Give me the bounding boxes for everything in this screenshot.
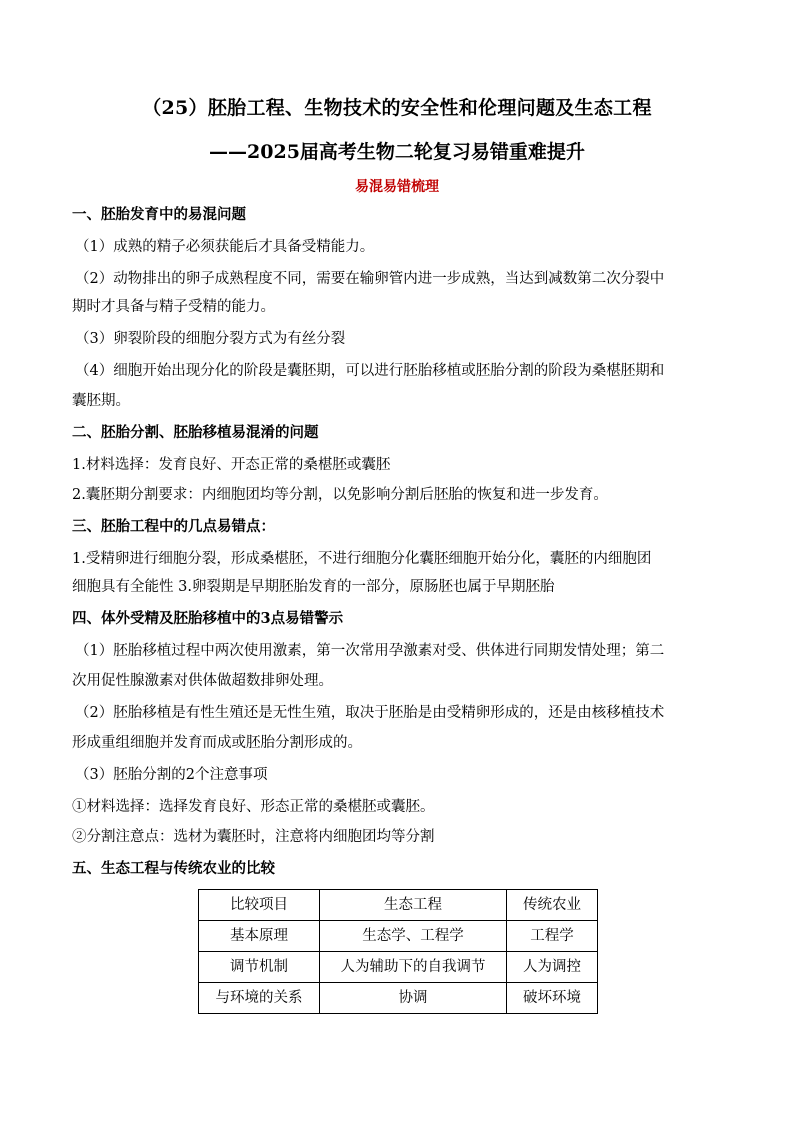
table-cell: 人为辅助下的自我调节 (320, 952, 507, 983)
document-title: （25）胚胎工程、生物技术的安全性和伦理问题及生态工程 (142, 97, 652, 119)
comparison-table (198, 889, 598, 1014)
section-label: 易混易错梳理 (355, 179, 439, 195)
body-text-line: （1）胚胎移植过程中两次使用激素，第一次常用孕激素对受、供体进行同期发情处理；第二 (75, 643, 665, 659)
document-subtitle: ——2025届高考生物二轮复习易错重难提升 (209, 141, 585, 163)
body-text-line: （3）卵裂阶段的细胞分裂方式为有丝分裂 (75, 331, 346, 347)
body-text-line: 细胞具有全能性 3.卵裂期是早期胚胎发育的一部分，原肠胚也属于早期胚胎 (72, 579, 555, 595)
body-text-line: 形成重组细胞并发育而成或胚胎分割形成的。 (72, 735, 362, 751)
body-text-line: 2.囊胚期分割要求：内细胞团均等分割，以免影响分割后胚胎的恢复和进一步发育。 (72, 487, 608, 503)
table-cell: 人为调控 (507, 952, 598, 983)
body-text-line: （1）成熟的精子必须获能后才具备受精能力。 (75, 239, 375, 255)
body-text-line: 1.受精卵进行细胞分裂，形成桑椹胚，不进行细胞分化囊胚细胞开始分化，囊胚的内细胞团 (72, 551, 652, 567)
section-heading: 一、胚胎发育中的易混问题 (72, 206, 246, 223)
table-cell: 与环境的关系 (199, 983, 320, 1014)
body-text-line: 期时才具备与精子受精的能力。 (72, 299, 275, 315)
body-text-line: （2）动物排出的卵子成熟程度不同，需要在输卵管内进一步成熟，当达到减数第二次分裂中 (75, 271, 665, 287)
body-text-line: ②分割注意点：选材为囊胚时，注意将内细胞团均等分割 (72, 829, 435, 845)
section-heading: 二、胚胎分割、胚胎移植易混淆的问题 (72, 424, 319, 441)
table-cell: 协调 (320, 983, 507, 1014)
body-text-line: （2）胚胎移植是有性生殖还是无性生殖，取决于胚胎是由受精卵形成的，还是由核移植技术 (75, 705, 665, 721)
body-text-line: （4）细胞开始出现分化的阶段是囊胚期，可以进行胚胎移植或胚胎分割的阶段为桑椹胚期和 (75, 363, 665, 379)
table-row (199, 921, 598, 952)
table-row (199, 952, 598, 983)
body-text-line: 次用促性腺激素对供体做超数排卵处理。 (72, 673, 333, 689)
table-cell: 生态学、工程学 (320, 921, 507, 952)
table-cell: 工程学 (507, 921, 598, 952)
table-header-cell: 比较项目 (199, 890, 320, 921)
body-text-line: 1.材料选择：发育良好、开态正常的桑椹胚或囊胚 (72, 457, 391, 473)
table-cell: 破坏环境 (507, 983, 598, 1014)
section-heading: 四、体外受精及胚胎移植中的3点易错警示 (72, 610, 344, 627)
section-heading: 五、生态工程与传统农业的比较 (72, 860, 275, 877)
section-heading: 三、胚胎工程中的几点易错点： (72, 518, 275, 535)
table-header-row (199, 890, 598, 921)
body-text-line: ①材料选择：选择发育良好、形态正常的桑椹胚或囊胚。 (72, 799, 435, 815)
table-header-cell: 传统农业 (507, 890, 598, 921)
table-cell: 调节机制 (199, 952, 320, 983)
body-text-line: 囊胚期。 (72, 393, 130, 409)
table-header-cell: 生态工程 (320, 890, 507, 921)
body-text-line: （3）胚胎分割的2个注意事项 (75, 767, 268, 783)
table-row (199, 983, 598, 1014)
table-cell: 基本原理 (199, 921, 320, 952)
